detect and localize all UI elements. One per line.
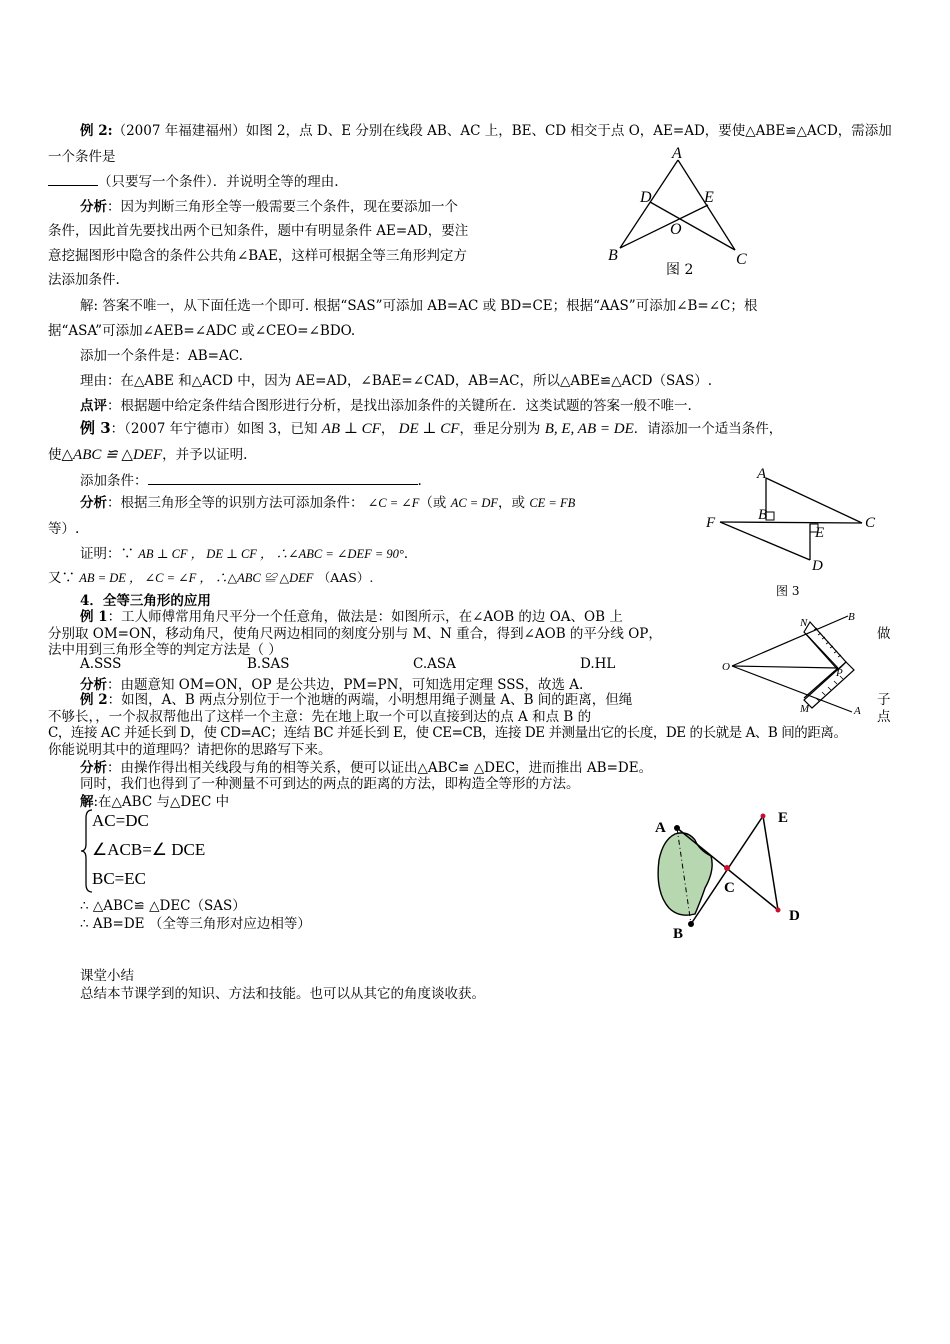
fig2-label-c: C xyxy=(736,251,747,268)
ex3-also xyxy=(48,566,373,586)
ex2-text-1: （2007 年福建福州）如图 2，点 D、E 分别在线段 AB、AC 上，BE、CD 相交于点 O，AE=AD，要使△ABE≌△ACD，需添加 xyxy=(112,123,892,139)
ex3-analysis xyxy=(80,491,575,511)
analysis-label: 分析 xyxy=(80,199,107,215)
square-arm-upper xyxy=(804,622,846,670)
fig2-label-a: A xyxy=(672,145,682,162)
ex3-proof-a: 证明：∵ xyxy=(80,546,134,562)
fig2-line-be xyxy=(620,205,708,248)
ex3-math-feet: B, E, AB = DE xyxy=(544,421,634,437)
ex3-label: 例 3 xyxy=(80,419,111,437)
s4-ex1-line3: 法中用到三角形全等的判定方法是（ ） xyxy=(48,642,282,658)
point-b xyxy=(688,921,694,927)
s4-ex1-line2-tail: 做 xyxy=(877,626,891,642)
s4-ex2-line2-tail: 点 xyxy=(877,709,891,725)
section-4-title: 4．全等三角形的应用 xyxy=(80,593,211,609)
figure-2 xyxy=(600,140,760,280)
line-mp xyxy=(804,668,838,698)
angle-square-figure xyxy=(720,610,870,720)
s4-ex2-text-1: ：如图，A、B 两点分别位于一个池塘的两端，小明想用绳子测量 A、B 间的距离，但绳 xyxy=(107,692,633,708)
ex2-analysis-1 xyxy=(80,195,458,215)
fig2-caption: 图 2 xyxy=(666,262,694,278)
ex3-add-label: 添加条件： xyxy=(80,473,148,489)
ex3-analysis-label: 分析 xyxy=(80,495,107,511)
ex3-line1-a: ：（2007 年宁德市）如图 3，已知 xyxy=(110,421,318,437)
summary-title: 课堂小结 xyxy=(80,968,134,984)
s4-option-a: A.SSS xyxy=(80,656,122,672)
pond-label-a: A xyxy=(655,820,666,836)
s4-ex1-analysis-label: 分析 xyxy=(80,677,107,693)
s4-conclusion-1: ∴ △ABC≌ △DEC（SAS） xyxy=(80,898,246,914)
fig3-caption: 图 3 xyxy=(776,584,800,598)
ray-ob xyxy=(732,616,848,666)
square-arm-lower xyxy=(804,662,854,708)
ex3-proof-math: AB ⊥ CF ， DE ⊥ CF ， ∴∠ABC = ∠DEF = 90° xyxy=(138,547,404,561)
pond-label-b: B xyxy=(673,926,684,940)
point-c xyxy=(724,865,730,871)
fig3-label-d: D xyxy=(812,558,823,574)
pond-label-d: D xyxy=(789,908,800,924)
ex3-line2 xyxy=(48,443,247,464)
ex3-analysis-m2: AC = DF xyxy=(450,496,499,510)
ex3-math-de-perp-cf: DE ⊥ CF xyxy=(398,421,460,437)
s4-ex2-analysis-2: 同时，我们也得到了一种测量不可到达的两点的距离的方法，即构造全等形的方法。 xyxy=(80,776,580,792)
fig2-label-d: D xyxy=(640,189,652,206)
ex3-add-condition: 添加条件： . xyxy=(80,473,422,489)
sq-label-o: O xyxy=(722,661,730,673)
fig3-line-ac xyxy=(766,478,862,523)
fig3-label-a: A xyxy=(757,466,767,482)
brace-line-2: ∠ACB=∠ DCE xyxy=(92,840,206,859)
ex2-line2: 一个条件是 xyxy=(48,149,116,165)
ex3-also-b: （AAS）. xyxy=(317,570,374,585)
summary-text: 总结本节课学到的知识、方法和技能。也可以从其它的角度谈收获。 xyxy=(80,986,485,1002)
ex2-add-condition: 添加一个条件是：AB=AC. xyxy=(80,348,243,364)
ex2-line3 xyxy=(48,170,339,190)
brace-line-3: BC=EC xyxy=(92,869,146,888)
fig3-label-e: E xyxy=(815,525,825,541)
ex2-analysis-4: 法添加条件. xyxy=(48,272,120,288)
ex2-comment xyxy=(80,394,692,414)
s4-option-d: D.HL xyxy=(580,656,616,672)
sq-label-p: P xyxy=(836,667,843,679)
bisector-op xyxy=(732,666,838,668)
ex3-also-a: 又∵ xyxy=(48,570,75,586)
fig3-label-f: F xyxy=(706,515,716,531)
ex3-line1-b: ，垂足分别为 xyxy=(459,421,541,437)
s4-ex2-line1-tail: 子 xyxy=(877,692,891,708)
ex2-label: 例 2: xyxy=(80,123,113,139)
s4-solution-label: 解 xyxy=(80,794,94,810)
ex2-line1 xyxy=(80,119,892,139)
ex3-analysis-c: ，或 xyxy=(498,495,526,511)
point-d xyxy=(776,908,781,913)
ex3-line1: 例 3：（2007 年宁德市）如图 3，已知 AB ⊥ CF， DE ⊥ CF，垂足分别为 B, E, AB = DE．请添加一个适当条件， xyxy=(80,419,783,437)
s4-ex2-analysis-label: 分析 xyxy=(80,760,107,776)
ex2-solution-1: 解: 答案不唯一，从下面任选一个即可. 根据“SAS”可添加 AB=AC 或 BD=CE；根据“AAS”可添加∠B=∠C；根 xyxy=(80,298,758,314)
point-a xyxy=(674,825,680,831)
pond-figure xyxy=(645,800,815,940)
s4-option-b: B.SAS xyxy=(247,656,290,672)
ex2-analysis-3: 意挖掘图形中隐含的条件公共角∠BAE，这样可根据全等三角形判定方 xyxy=(48,248,467,264)
sq-label-a: A xyxy=(854,705,861,717)
ex3-analysis-m3: CE = FB xyxy=(529,496,576,510)
fig3-line-fd xyxy=(720,522,810,560)
s4-option-c: C.ASA xyxy=(413,656,456,672)
brace-line-1: AC=DC xyxy=(92,811,149,830)
fig3-right-angle-b xyxy=(766,512,774,520)
s4-ex2-analysis-text-1: ：由操作得出相关线段与角的相等关系，便可以证出△ABC≌ △DEC，进而推出 AB=DE。 xyxy=(107,760,653,776)
fig2-line-cd xyxy=(650,202,735,250)
answer-blank xyxy=(48,172,98,186)
s4-ex1-analysis-text: ：由题意知 OM=ON，OP 是公共边，PM=PN，可知选用定理 SSS，故选 A. xyxy=(107,677,584,693)
ex3-also-math: AB = DE ， ∠C = ∠F ， ∴△ABC ≌ △DEF xyxy=(79,571,314,585)
point-e xyxy=(761,814,766,819)
ex3-line1-c: ．请添加一个适当条件， xyxy=(633,421,783,437)
analysis-text: ：因为判断三角形全等一般需要三个条件，现在要添加一个 xyxy=(107,199,458,215)
s4-ex2-line2: 不够长，，一个叔叔帮他出了这样一个主意：先在地上取一个可以直接到达的点 A 和点 B 的 xyxy=(48,709,592,725)
pond-label-e: E xyxy=(778,810,789,826)
fig3-line-fc xyxy=(720,522,862,523)
ex3-line2-b: ，并予以证明. xyxy=(162,447,248,463)
fig2-label-e: E xyxy=(704,189,714,206)
ex3-analysis-a: ：根据三角形全等的识别方法可添加条件： xyxy=(107,495,364,511)
fig2-label-b: B xyxy=(608,247,618,264)
fig3-label-c: C xyxy=(865,515,876,531)
sq-label-n: N xyxy=(800,617,808,629)
comment-label: 点评 xyxy=(80,398,107,414)
fig3-label-b: B xyxy=(758,507,768,523)
s4-ex2-line4: 你能说明其中的道理吗？请把你的思路写下来。 xyxy=(48,742,332,758)
ex3-proof xyxy=(80,542,417,562)
sq-label-m: M xyxy=(800,703,810,715)
s4-ex1-text-1: ：工人师傅常用角尺平分一个任意角，做法是：如图所示，在∠AOB 的边 OA、OB 上 xyxy=(107,609,623,625)
ex3-math-congruent: △ABC ≌ △DEF xyxy=(61,447,163,463)
s4-solution-text: :在△ABC 与△DEC 中 xyxy=(93,794,230,810)
comment-text: ：根据题中给定条件结合图形进行分析，是找出添加条件的关键所在．这类试题的答案一般不唯一. xyxy=(107,398,692,414)
s4-ex2-label: 例 2 xyxy=(80,692,108,708)
ex2-line3-text: （只要写一个条件）．并说明全等的理由. xyxy=(98,174,339,190)
ex3-proof-b: ． xyxy=(403,546,418,562)
ex2-solution-2: 据“ASA”可添加∠AEB=∠ADC 或∠CEO=∠BDO. xyxy=(48,323,356,339)
ex3-analysis-end: 等）. xyxy=(48,521,80,537)
ex2-analysis-2: 条件，因此首先要找出两个已知条件，题中有明显条件 AE=AD，要注 xyxy=(48,223,469,239)
fig2-label-o: O xyxy=(670,221,682,238)
condition-blank xyxy=(148,471,418,485)
ex3-analysis-m1: ∠C = ∠F xyxy=(367,496,420,510)
ex3-line2-a: 使 xyxy=(48,447,62,463)
s4-solution-head xyxy=(80,790,229,810)
ex2-reason: 理由：在△ABE 和△ACD 中，因为 AE=AD，∠BAE=∠CAD，AB=AC，所以△ABE≌△ACD（SAS）. xyxy=(80,373,713,389)
s4-ex2-line3: C，连接 AC 并延长到 D，使 CD=AC；连结 BC 并延长到 E，使 CE=CB，连接 DE 并测量出它的长度，DE 的长就是 A、B 间的距离。 xyxy=(48,725,847,741)
line-ed xyxy=(763,816,778,910)
ex3-math-ab-perp-cf: AB ⊥ CF xyxy=(321,421,381,437)
sq-label-b: B xyxy=(848,611,855,623)
figure-3 xyxy=(700,462,890,602)
pond-label-c: C xyxy=(724,880,735,896)
s4-ex1-label: 例 1 xyxy=(80,609,108,625)
s4-ex1-line2: 分别取 OM=ON，移动角尺，使角尺两边相同的刻度分别与 M、N 重合，得到∠AOB 的平分线 OP， xyxy=(48,626,662,642)
pond-shape xyxy=(658,833,712,915)
s4-conclusion-2: ∴ AB=DE （全等三角形对应边相等） xyxy=(80,916,311,932)
ex3-analysis-b: （或 xyxy=(419,495,447,511)
